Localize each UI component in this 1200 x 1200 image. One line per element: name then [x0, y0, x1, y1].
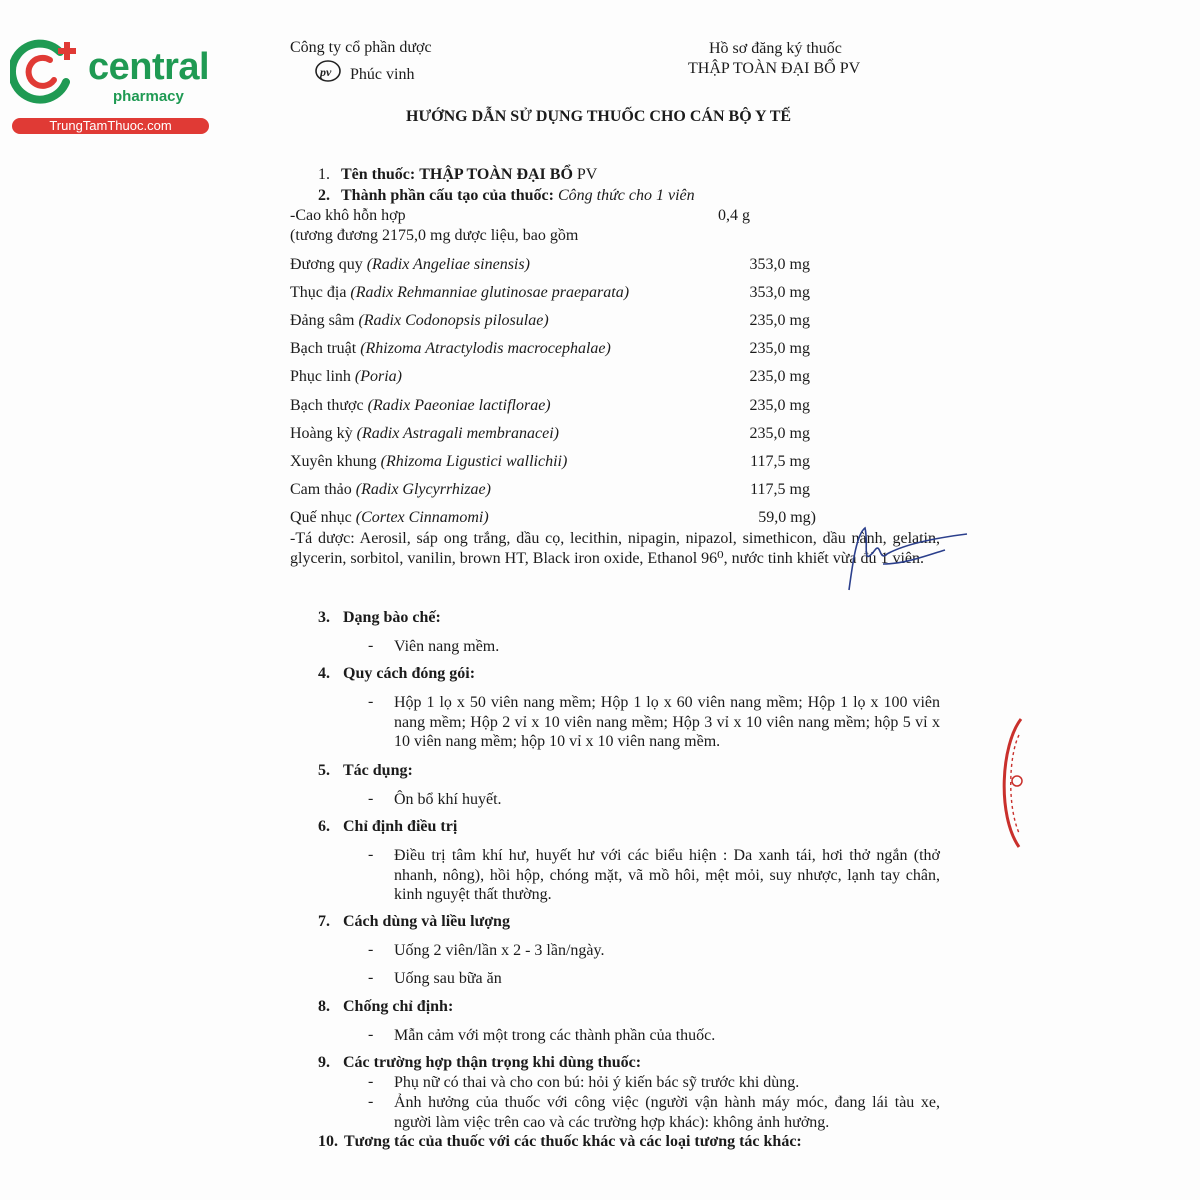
- item2-number: 2.: [318, 187, 330, 204]
- ingredient-row: Đảng sâm (Radix Codonopsis pilosulae): [290, 312, 549, 329]
- ingredient-row: Phục linh (Poria): [290, 368, 402, 385]
- signature-mark: [835, 520, 975, 600]
- logo-url[interactable]: TrungTamThuoc.com: [12, 118, 209, 134]
- document-title: HƯỚNG DẪN SỬ DỤNG THUỐC CHO CÁN BỘ Y TẾ: [406, 108, 792, 125]
- section-number: 6.: [318, 818, 330, 835]
- ingredient-row: Quế nhục (Cortex Cinnamomi): [290, 509, 489, 526]
- section-item: Uống sau bữa ăn: [394, 970, 502, 987]
- ingredient-amount: 59,0 mg): [758, 509, 816, 526]
- item1-label: Tên thuốc:: [341, 166, 416, 183]
- company-line1: Công ty cổ phần dược: [290, 39, 432, 56]
- extract-equivalent: (tương đương 2175,0 mg dược liệu, bao gồm: [290, 227, 579, 244]
- bullet-dash: -: [368, 637, 374, 654]
- item1-number: 1.: [318, 166, 330, 183]
- dossier-line2: THẬP TOÀN ĐẠI BỔ PV: [688, 60, 861, 77]
- section-item: Ảnh hưởng của thuốc với công việc (người vận hành máy móc, đang lái tàu xe, người làm việc trên cao và các trường hợp khác): không ảnh hưởng.: [394, 1094, 940, 1131]
- section-title: Tác dụng:: [343, 762, 413, 779]
- section-title: Tương tác của thuốc với các thuốc khác và các loại tương tác khác:: [344, 1133, 802, 1150]
- ingredient-row: Xuyên khung (Rhizoma Ligustici wallichii): [290, 453, 568, 470]
- ingredient-amount: 235,0 mg: [749, 397, 810, 414]
- section-item: Phụ nữ có thai và cho con bú: hỏi ý kiến bác sỹ trước khi dùng.: [394, 1074, 800, 1091]
- ingredient-amount: 235,0 mg: [749, 368, 810, 385]
- ingredient-row: Bạch truật (Rhizoma Atractylodis macrocephalae): [290, 340, 611, 357]
- excipients-text: -Tá dược: Aerosil, sáp ong trắng, dầu cọ, lecithin, nipagin, nipazol, simethicon, dầu nành, gelatin, glycerin, sorbitol, vanilin, brown HT, Black iron oxide, Ethanol 96⁰, nước tinh khiết vừa đủ 1 viên.: [290, 530, 940, 567]
- section-number: 3.: [318, 609, 330, 626]
- item1-value: THẬP TOÀN ĐẠI BỔ: [419, 166, 573, 183]
- section-title: Chỉ định điều trị: [343, 818, 458, 835]
- logo-brand: central: [88, 46, 210, 88]
- section-item: Viên nang mềm.: [394, 638, 500, 655]
- company-line2: Phúc vinh: [350, 66, 415, 83]
- dossier-line1: Hồ sơ đăng ký thuốc: [709, 40, 842, 57]
- ingredient-row: Hoàng kỳ (Radix Astragali membranacei): [290, 425, 559, 442]
- section-item: Mẫn cảm với một trong các thành phần của thuốc.: [394, 1027, 716, 1044]
- section-item: Ôn bổ khí huyết.: [394, 791, 502, 808]
- ingredient-amount: 235,0 mg: [749, 425, 810, 442]
- bullet-dash: -: [368, 941, 374, 958]
- bullet-dash: -: [368, 790, 374, 807]
- ingredient-amount: 117,5 mg: [750, 481, 810, 498]
- item2-line: [341, 187, 695, 205]
- item2-note: Công thức cho 1 viên: [557, 187, 695, 204]
- section-title: Các trường hợp thận trọng khi dùng thuốc:: [343, 1054, 642, 1071]
- bullet-dash: -: [368, 1073, 374, 1090]
- ingredient-row: Đương quy (Radix Angeliae sinensis): [290, 256, 530, 273]
- section-item: Điều trị tâm khí hư, huyết hư với các biểu hiện : Da xanh tái, hơi thở ngắn (thở nhanh, nông), hồi hộp, chóng mặt, vã mồ hôi, mệt mỏi, suy nhược, lạnh tay chân, kinh nguyệt thất thường.: [394, 847, 940, 904]
- item2-label: Thành phần cấu tạo của thuốc:: [341, 187, 554, 204]
- section-number: 4.: [318, 665, 330, 682]
- ingredient-amount: 353,0 mg: [749, 256, 810, 273]
- section-title: Dạng bào chế:: [343, 609, 441, 626]
- svg-text:pv: pv: [320, 65, 332, 79]
- company-mark: [315, 60, 341, 87]
- ingredient-row: Cam thảo (Radix Glycyrrhizae): [290, 481, 491, 498]
- item1-line: [341, 166, 597, 184]
- bullet-dash: -: [368, 693, 374, 710]
- section-title: Chống chỉ định:: [343, 998, 454, 1015]
- section-number: 5.: [318, 762, 330, 779]
- section-title: Cách dùng và liều lượng: [343, 913, 510, 930]
- bullet-dash: -: [368, 846, 374, 863]
- section-number: 10.: [318, 1133, 338, 1150]
- stamp-mark: [995, 715, 1025, 850]
- section-number: 8.: [318, 998, 330, 1015]
- company-logo-icon: [315, 60, 341, 82]
- section-item: Hộp 1 lọ x 50 viên nang mềm; Hộp 1 lọ x 60 viên nang mềm; Hộp 1 lọ x 100 viên nang mềm; Hộp 2 vỉ x 10 viên nang mềm; Hộp 3 vỉ x 10 viên nang mềm; hộp 5 vỉ x 10 viên nang mềm; hộp 10 vỉ x 10 viên nang mềm.: [394, 694, 940, 751]
- ingredient-amount: 353,0 mg: [749, 284, 810, 301]
- ingredient-amount: 117,5 mg: [750, 453, 810, 470]
- section-item: Uống 2 viên/lần x 2 - 3 lần/ngày.: [394, 942, 605, 959]
- logo-icon: [10, 38, 82, 106]
- section-number: 9.: [318, 1054, 330, 1071]
- logo-subtitle: pharmacy: [113, 88, 184, 105]
- bullet-dash: -: [368, 969, 374, 986]
- section-title: Quy cách đóng gói:: [343, 665, 476, 682]
- ingredient-row: Thục địa (Radix Rehmanniae glutinosae praeparata): [290, 284, 630, 301]
- bullet-dash: -: [368, 1026, 374, 1043]
- extract-name: -Cao khô hỗn hợp: [290, 207, 406, 224]
- extract-amount: 0,4 g: [718, 207, 750, 224]
- item1-suffix: PV: [576, 166, 598, 183]
- ingredient-amount: 235,0 mg: [749, 312, 810, 329]
- section-number: 7.: [318, 913, 330, 930]
- bullet-dash: -: [368, 1093, 374, 1110]
- ingredient-row: Bạch thược (Radix Paeoniae lactiflorae): [290, 397, 551, 414]
- ingredient-amount: 235,0 mg: [749, 340, 810, 357]
